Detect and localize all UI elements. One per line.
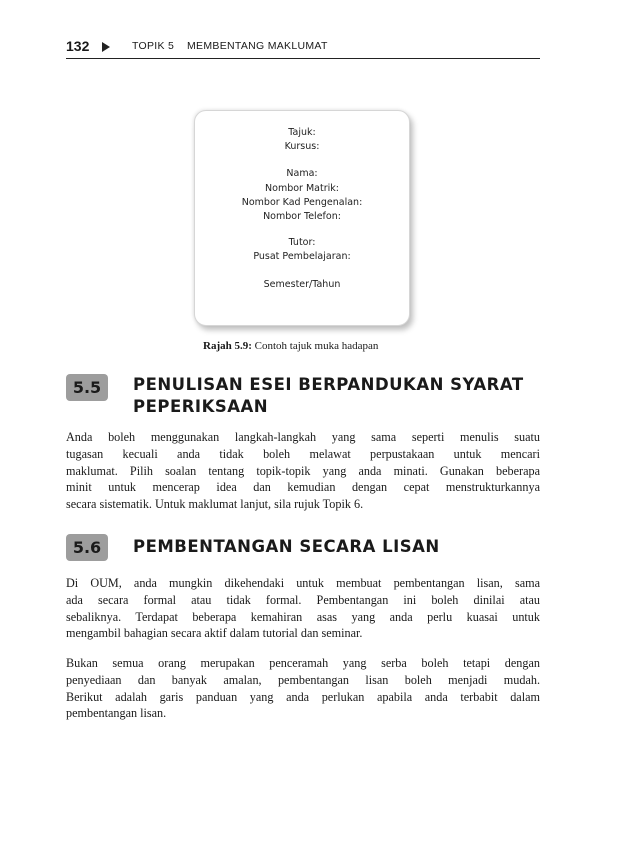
- section-number-badge: 5.6: [66, 534, 108, 561]
- section-title-line: PEPERIKSAAN: [133, 397, 269, 416]
- figure-caption: [203, 340, 378, 352]
- figure-line-nombor-kad: Nombor Kad Pengenalan:: [241, 197, 363, 208]
- section-title-line: PENULISAN ESEI BERPANDUKAN SYARAT: [133, 375, 524, 394]
- caption-text: Contoh tajuk muka hadapan: [254, 340, 379, 352]
- figure-line-tajuk: Tajuk:: [288, 127, 316, 138]
- paragraph-line: secara sistematik. Untuk maklumat lanjut, sila rujuk Topik 6.: [66, 497, 364, 512]
- section-paragraph: [66, 429, 540, 513]
- topic-title: MEMBENTANG MAKLUMAT: [187, 40, 328, 52]
- section-paragraph: [66, 575, 540, 642]
- figure-line-nombor-matrik: Nombor Matrik:: [265, 183, 339, 194]
- figure-line-nombor-telefon: Nombor Telefon:: [263, 211, 341, 222]
- running-header: [66, 38, 540, 59]
- paragraph-line: sebaliknya. Terdapat beberapa kemahiran asas yang anda perlu kuasai untuk: [66, 609, 540, 624]
- section-title: [133, 374, 524, 418]
- paragraph-line: maklumat. Pilih soalan tentang topik-topik yang anda minati. Gunakan beberapa: [66, 463, 540, 478]
- figure-line-tutor: Tutor:: [288, 237, 316, 248]
- title-page-example-figure: [194, 110, 410, 326]
- paragraph-line: Bukan semua orang merupakan penceramah yang serba boleh tetapi dengan: [66, 656, 540, 670]
- paragraph-line: ada secara formal atau tidak formal. Pembentangan ini boleh dinilai atau: [66, 592, 540, 607]
- section-number-badge: 5.5: [66, 374, 108, 401]
- figure-line-semester: Semester/Tahun: [263, 279, 341, 290]
- paragraph-line: minit untuk mencerap idea dan kemudian dengan cepat menstrukturkannya: [66, 480, 540, 495]
- topic-label: TOPIK 5: [132, 40, 175, 52]
- caption-label: Rajah 5.9:: [203, 340, 252, 352]
- figure-line-kursus: Kursus:: [284, 141, 320, 152]
- figure-line-pusat: Pusat Pembelajaran:: [253, 251, 351, 262]
- paragraph-line: tugasan kecuali anda tidak boleh melawat perpustakaan untuk mencari: [66, 446, 540, 461]
- figure-line-nama: Nama:: [286, 168, 318, 179]
- section-title: PEMBENTANGAN SECARA LISAN: [133, 537, 440, 556]
- triangle-arrow-icon: [102, 42, 110, 52]
- paragraph-line: pembentangan lisan.: [66, 706, 167, 721]
- section-paragraph: [66, 655, 540, 722]
- paragraph-line: penyediaan dan banyak amalan, pembentangan lisan boleh menjadi mudah.: [66, 672, 540, 687]
- paragraph-line: Anda boleh menggunakan langkah-langkah yang sama seperti menulis suatu: [66, 430, 540, 444]
- paragraph-line: Di OUM, anda mungkin dikehendaki untuk membuat pembentangan lisan, sama: [66, 576, 540, 590]
- paragraph-line: Berikut adalah garis panduan yang anda perlukan apabila anda terbabit dalam: [66, 689, 540, 704]
- page-number: 132: [66, 38, 90, 54]
- paragraph-line: mengambil bahagian secara aktif dalam tutorial dan seminar.: [66, 626, 363, 641]
